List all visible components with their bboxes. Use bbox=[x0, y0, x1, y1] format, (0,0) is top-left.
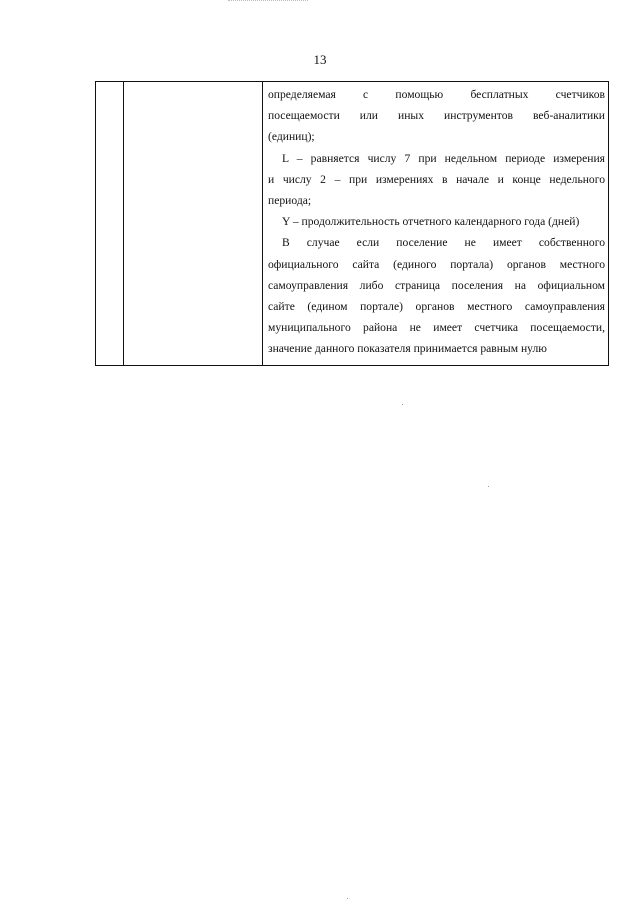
page-number: 13 bbox=[313, 52, 327, 67]
text-line: В случае если поселение не имеет собственного bbox=[282, 236, 605, 250]
scan-speck bbox=[347, 898, 348, 899]
scan-speck bbox=[402, 404, 403, 405]
table-cell-description bbox=[268, 84, 605, 360]
text-line: Y – продолжительность отчетного календарного года (дней) bbox=[282, 215, 580, 229]
text-line: L – равняется числу 7 при недельном периоде измерения bbox=[282, 151, 605, 165]
text-line: значение данного показателя принимается равным нулю bbox=[268, 342, 547, 356]
text-line: сайте (едином портале) органов местного самоуправления bbox=[268, 300, 605, 314]
text-line: муниципального района не имеет счетчика посещаемости, bbox=[268, 321, 605, 335]
scan-speck bbox=[488, 486, 489, 487]
table-column-divider-2 bbox=[262, 82, 263, 365]
table-column-divider-1 bbox=[123, 82, 124, 365]
text-line: посещаемости или иных инструментов веб-аналитики bbox=[268, 109, 605, 123]
scan-artifact-top bbox=[228, 0, 308, 1]
text-line: самоуправления либо страница поселения на официальном bbox=[268, 278, 605, 292]
indicator-table bbox=[95, 81, 609, 366]
text-line: периода; bbox=[268, 194, 312, 208]
text-line: и числу 2 – при измерениях в начале и конце недельного bbox=[268, 172, 605, 186]
text-line: (единиц); bbox=[268, 130, 315, 144]
text-line: официального сайта (единого портала) органов местного bbox=[268, 257, 605, 271]
text-line: определяемая с помощью бесплатных счетчиков bbox=[268, 88, 605, 101]
